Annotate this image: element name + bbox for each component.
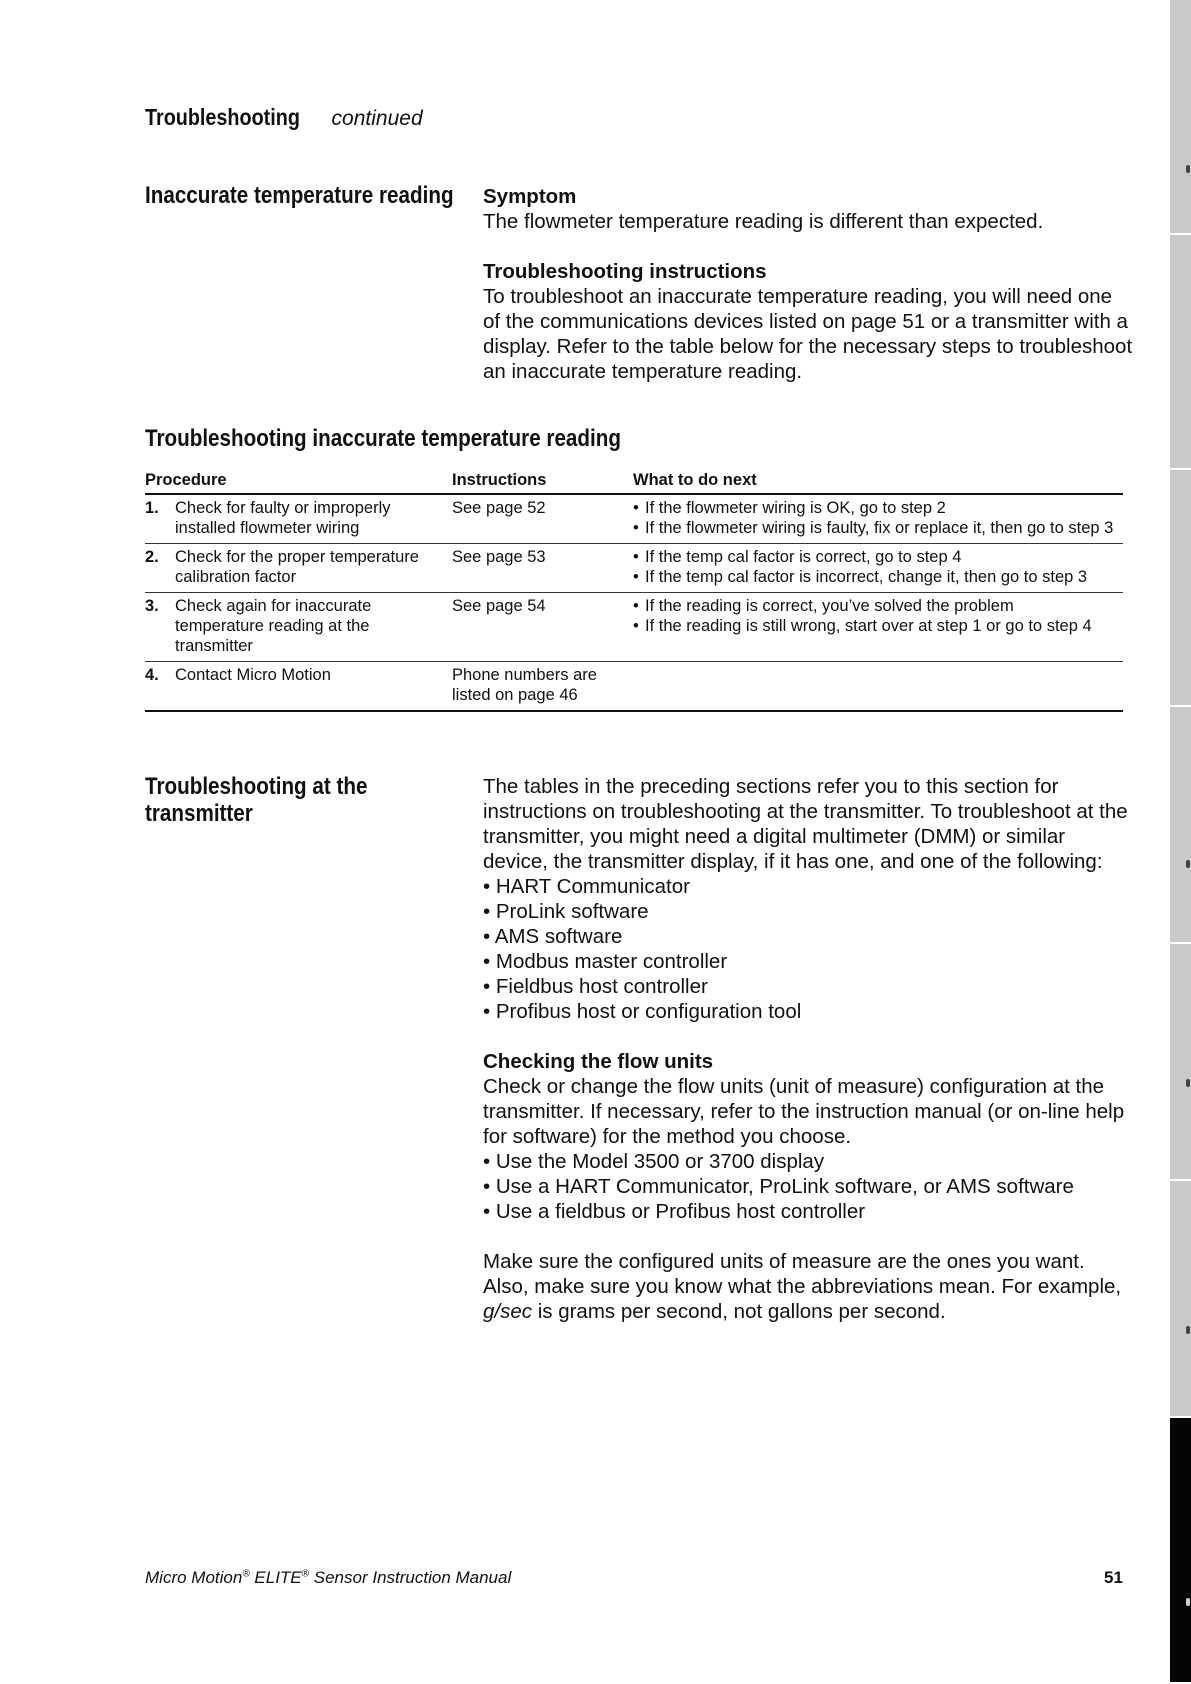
procedure-text: Check again for inaccurate temperature reading at the transmitter	[175, 597, 372, 655]
page-header	[145, 104, 423, 131]
table-header-row	[145, 470, 1123, 494]
section-tab-active[interactable]	[1170, 1418, 1191, 1684]
troubleshooting-table	[145, 470, 1123, 712]
next-cell	[633, 494, 1123, 544]
step-number: 2.	[145, 548, 159, 566]
column-header: What to do next	[633, 470, 1123, 494]
step-number: 4.	[145, 666, 159, 684]
list-item: • Use the Model 3500 or 3700 display	[483, 1150, 825, 1173]
instructions-cell: See page 53	[452, 544, 633, 593]
section-tab[interactable]	[1170, 235, 1191, 470]
procedure-cell	[145, 494, 452, 544]
next-step-item: • If the temp cal factor is incorrect, change it, then go to step 3	[633, 568, 1088, 586]
section-tab[interactable]	[1170, 470, 1191, 707]
next-cell	[633, 662, 1123, 712]
next-cell	[633, 544, 1123, 593]
procedure-text: Check for faulty or improperly installed flowmeter wiring	[175, 499, 391, 537]
next-step-item: • If the flowmeter wiring is OK, go to step 2	[633, 499, 946, 517]
table-row	[145, 544, 1123, 593]
list-item: • Use a HART Communicator, ProLink software, or AMS software	[483, 1175, 1074, 1198]
column-header: Instructions	[452, 470, 633, 494]
symptom-label: Symptom	[483, 185, 577, 208]
procedure-cell	[145, 544, 452, 593]
next-step-item: • If the reading is still wrong, start over at step 1 or go to step 4	[633, 617, 1092, 635]
instructions-text: To troubleshoot an inaccurate temperature reading, you will need one of the communications devices listed on page 51 or a transmitter with a display. Refer to the table below for the necessary steps to troubleshoot an inaccurate temperature reading.	[483, 285, 1133, 383]
footer-manual-title: Micro Motion® ELITE® Sensor Instruction Manual	[145, 1568, 512, 1587]
list-item: • HART Communicator	[483, 875, 690, 898]
instructions-cell: Phone numbers are listed on page 46	[452, 662, 633, 712]
section-body	[483, 774, 1133, 1324]
next-step-item: • If the flowmeter wiring is faulty, fix or replace it, then go to step 3	[633, 519, 1114, 537]
section-heading: Inaccurate temperature reading	[145, 182, 454, 209]
next-cell	[633, 593, 1123, 662]
section-tab[interactable]	[1170, 1181, 1191, 1418]
table-row	[145, 494, 1123, 544]
section-tab[interactable]	[1170, 707, 1191, 944]
header-continued: continued	[331, 107, 423, 130]
methods-list	[483, 1149, 1133, 1224]
section-tab[interactable]	[1170, 944, 1191, 1181]
table-row	[145, 593, 1123, 662]
flow-units-label: Checking the flow units	[483, 1050, 714, 1073]
section-tabs	[1170, 0, 1191, 1684]
list-item: • Use a fieldbus or Profibus host controller	[483, 1200, 866, 1223]
list-item: • Fieldbus host controller	[483, 975, 708, 998]
next-step-item: • If the temp cal factor is correct, go to step 4	[633, 548, 962, 566]
procedure-text: Contact Micro Motion	[175, 666, 331, 684]
list-item: • ProLink software	[483, 900, 649, 923]
table-row	[145, 662, 1123, 712]
closing-text: Make sure the configured units of measure are the ones you want. Also, make sure you know what the abbreviations mean. For example, g/sec is grams per second, not gallons per second.	[483, 1250, 1122, 1323]
procedure-cell	[145, 662, 452, 712]
section-heading: Troubleshooting at the transmitter	[145, 773, 368, 827]
step-number: 1.	[145, 499, 159, 517]
header-title: Troubleshooting	[145, 104, 300, 130]
table-title: Troubleshooting inaccurate temperature reading	[145, 425, 621, 452]
section-body	[483, 184, 1133, 384]
list-item: • AMS software	[483, 925, 623, 948]
intro-text: The tables in the preceding sections refer you to this section for instructions on troubleshooting at the transmitter. To troubleshoot at the transmitter, you might need a digital multimeter (DMM) or similar device, the transmitter display, if it has one, and one of the following:	[483, 775, 1128, 873]
instructions-label: Troubleshooting instructions	[483, 260, 767, 283]
next-step-item: • If the reading is correct, you’ve solved the problem	[633, 597, 1014, 615]
flow-units-text: Check or change the flow units (unit of measure) configuration at the transmitter. If necessary, refer to the instruction manual (or on-line help for software) for the method you choose.	[483, 1075, 1125, 1148]
symptom-text: The flowmeter temperature reading is different than expected.	[483, 210, 1044, 233]
column-header: Procedure	[145, 470, 452, 494]
section-tab[interactable]	[1170, 0, 1191, 235]
step-number: 3.	[145, 597, 159, 615]
instructions-cell: See page 52	[452, 494, 633, 544]
list-item: • Modbus master controller	[483, 950, 728, 973]
instructions-cell: See page 54	[452, 593, 633, 662]
tools-list	[483, 874, 1133, 1024]
procedure-cell	[145, 593, 452, 662]
procedure-text: Check for the proper temperature calibration factor	[175, 548, 419, 586]
list-item: • Profibus host or configuration tool	[483, 1000, 802, 1023]
page-number: 51	[1104, 1568, 1123, 1587]
